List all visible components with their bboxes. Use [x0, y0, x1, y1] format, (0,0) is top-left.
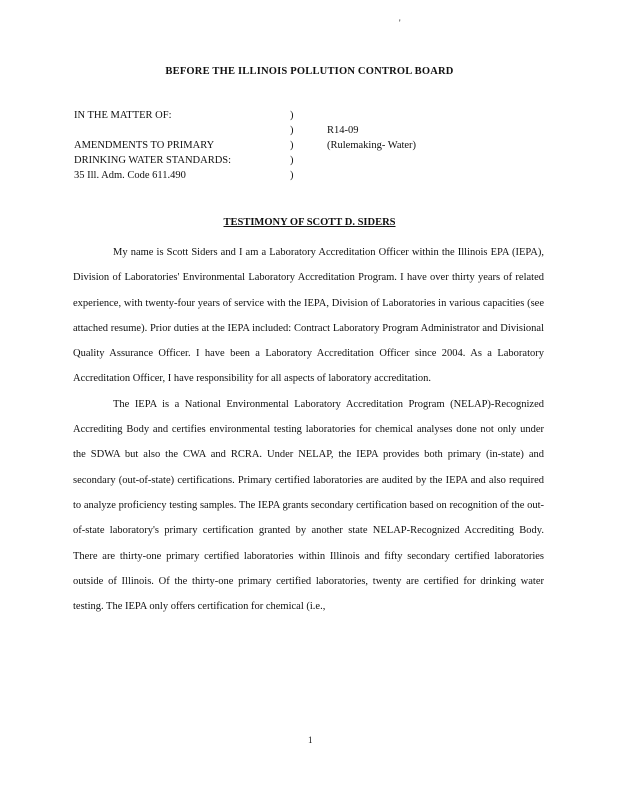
- corner-mark: ': [399, 18, 401, 28]
- paren: ): [290, 125, 294, 136]
- testimony-title: TESTIMONY OF SCOTT D. SIDERS: [223, 217, 396, 228]
- caption-docket: [327, 123, 416, 153]
- caption-line: 35 Ill. Adm. Code 611.490: [74, 170, 186, 181]
- paren: ): [290, 110, 294, 121]
- caption-line: AMENDMENTS TO PRIMARY: [74, 140, 215, 151]
- board-title: BEFORE THE ILLINOIS POLLUTION CONTROL BOARD: [165, 66, 454, 77]
- caption-parentheses: [290, 108, 298, 183]
- docket-type: (Rulemaking- Water): [327, 140, 417, 151]
- caption-line: [74, 123, 284, 138]
- testimony-body: [73, 240, 544, 619]
- paren: ): [290, 170, 294, 181]
- caption-matter: [74, 108, 284, 183]
- caption-line: DRINKING WATER STANDARDS:: [74, 155, 232, 166]
- caption-line: IN THE MATTER OF:: [74, 110, 172, 121]
- paren: ): [290, 140, 294, 151]
- paragraph: My name is Scott Siders and I am a Laboratory Accreditation Officer within the Illinois EPA (IEPA), Division of Laboratories' Environmental Laboratory Accreditation Program. I have over thirty years of related experience, with twenty-four years of service with the IEPA, Division of Laboratories in various capacities (see attached resume). Prior duties at the IEPA included: Contract Laboratory Program Administrator and Divisional Quality Assurance Officer. I have been a Laboratory Accreditation Officer since 2004. As a Laboratory Accreditation Officer, I have responsibility for all aspects of laboratory accreditation.: [73, 247, 544, 385]
- case-caption: [74, 108, 554, 188]
- paragraph: The IEPA is a National Environmental Laboratory Accreditation Program (NELAP)-Recognized Accrediting Body and certifies environmental testing laboratories for chemical analyses done not only under the SDWA but also the CWA and RCRA. Under NELAP, the IEPA provides both primary (in-state) and secondary (out-of-state) certifications. Primary certified laboratories are audited by the IEPA and also required to analyze proficiency testing samples. The IEPA grants secondary certification based on recognition of the out-of-state laboratory's primary certification granted by another state NELAP-Recognized Accrediting Body. There are thirty-one primary certified laboratories within Illinois and fifty secondary certified laboratories outside of Illinois. Of the thirty-one primary certified laboratories, twenty are certified for drinking water testing. The IEPA only offers certification for chemical (i.e.,: [73, 398, 544, 613]
- page-number: 1: [308, 735, 313, 745]
- paren: ): [290, 155, 294, 166]
- docket-number: R14-09: [327, 125, 359, 136]
